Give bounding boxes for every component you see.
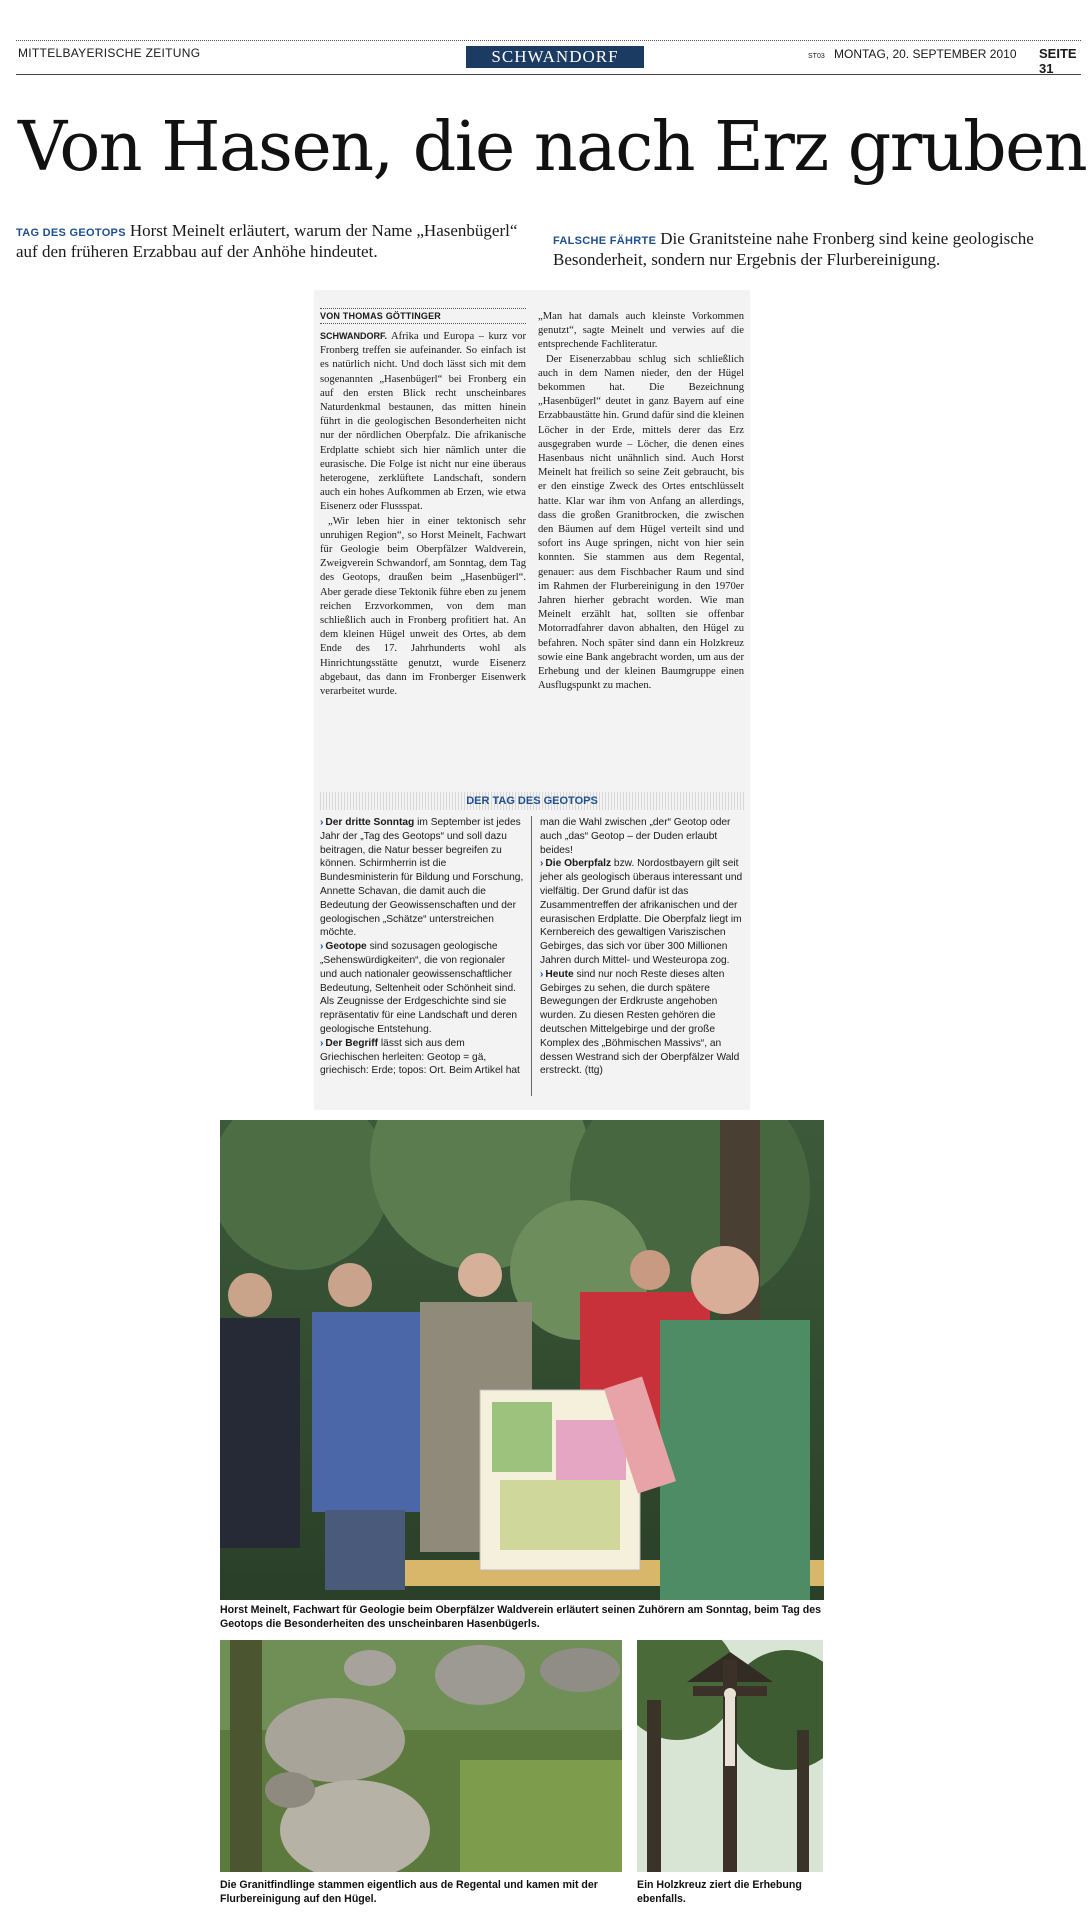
article-paragraph: „Man hat damals auch kleinste Vorkommen genutzt“, sagte Meinelt und verwies auf die entsprechende Fachliteratur. (538, 311, 744, 351)
info-item-text: im September ist jedes Jahr der „Tag des Geotops“ und soll dazu beitragen, die Natur besser begreifen zu können. Schirmherrin ist die Bundesministerin für Bildung und Forschung, Annette Schavan, die damit auch die Bedeutung der Geowissenschaften und der geologischen „Schätze“ unterstreichen möchte. (320, 817, 524, 939)
headline: Von Hasen, die nach Erz gruben (18, 108, 1087, 187)
article-column-2 (538, 310, 744, 693)
info-item-text: sind nur noch Reste dieses alten Gebirges zu sehen, die durch spätere Bewegungen der Erdkruste angehoben wurden. Zu diesen Resten gehören die deutschen Mittelgebirge und der große Komplex des „Böhmischen Massivs“, an dessen Westrand sich der Oberpfälzer Wald erstreckt. (ttg) (540, 968, 740, 1077)
paragraph-text: Afrika und Europa – kurz vor Fronberg treffen sie aufeinander. So einfach ist es natürlich nicht. Und doch lässt sich mit dem sogenannten „Hasenbügerl“ bei Fronberg ein auf den ersten Blick recht unscheinbares Naturdenkmal bestaunen, das mitten hinein führt in die geologischen Besonderheiten nicht nur der nördlichen Oberpfalz. Die afrikanische Erdplatte schiebt sich hier nämlich unter die eurasische. Die Folge ist nicht nur eine überaus heterogene, zerklüftete Landschaft, sondern auch ein hohes Aufkommen ab Erzen, wie etwa Eisenerz oder Flussspat. (320, 331, 526, 513)
photo-group-with-map (220, 1120, 824, 1600)
arrow-right-icon: › (320, 1037, 324, 1049)
article-paragraph: „Wir leben hier in einer tektonisch sehr unruhigen Region“, so Horst Meinelt, Fachwart für Geologie beim Oberpfälzer Waldverein, Zweigverein Schwandorf, am Sonntag, dem Tag des Geotops, draußen beim „Hasenbügerl“. Aber gerade diese Tektonik führe eben zu jenem reichen Erzvorkommen, von dem man schließlich auch in Fronberg profitiert hat. An dem kleinen Hügel unweit des Ortes, ab dem Ende des 17. Jahrhunderts wohl als Hinrichtungsstätte genutzt, wurde Eisenerz abgebaut, das dann im Fronberger Eisenwerk verarbeitet wurde. (320, 515, 526, 698)
article-body (314, 290, 750, 1110)
info-column-2 (540, 816, 744, 1078)
deck-right-text: Die Granitsteine nahe Fronberg sind keine geologische Besonderheit, sondern nur Ergebnis der Flurbereinigung. (553, 229, 1034, 269)
article-paragraph (320, 330, 526, 515)
masthead-rule-bottom (16, 74, 1081, 75)
photo-granite-stones (220, 1640, 622, 1872)
info-box (320, 792, 744, 1104)
photo-caption-main: Horst Meinelt, Fachwart für Geologie beim Oberpfälzer Waldverein erläutert seinen Zuhörern am Sonntag, beim Tag des Geotops die Besonderheiten des unscheinbaren Hasenbügerls. (220, 1604, 822, 1630)
info-item-lead: Die Oberpfalz (545, 858, 612, 870)
article-column-1 (320, 330, 526, 699)
newspaper-name: MITTELBAYERISCHE ZEITUNG (18, 46, 201, 60)
deck-left (16, 220, 526, 262)
info-column-1 (320, 816, 524, 1078)
deck-right (553, 228, 1083, 270)
page-number: SEITE 31 (1039, 46, 1077, 76)
info-item (320, 816, 524, 940)
arrow-right-icon: › (540, 968, 544, 980)
issue-code: ST03 (808, 53, 825, 60)
photo-caption-cross: Ein Holzkreuz ziert die Erhebung ebenfalls. (637, 1879, 802, 1905)
arrow-right-icon: › (320, 941, 324, 953)
arrow-right-icon: › (320, 817, 324, 828)
masthead-rule-top (16, 40, 1081, 41)
photo-caption-stones: Die Granitfindlinge stammen eigentlich aus de Regental und kamen mit der Flurbereinigung auf den Hügel. (220, 1879, 598, 1905)
photo-wooden-cross (637, 1640, 823, 1872)
info-column-divider (531, 816, 532, 1096)
info-item (540, 857, 744, 967)
info-item-lead: Der Begriff (325, 1037, 379, 1049)
deck-right-kicker: FALSCHE FÄHRTE (553, 235, 657, 247)
arrow-right-icon: › (540, 858, 544, 870)
section-tag: SCHWANDORF (466, 46, 644, 68)
deck-left-text: Horst Meinelt erläutert, warum der Name „Hasenbügerl“ auf den früheren Erzabbau auf der Anhöhe hindeutet. (16, 221, 518, 261)
article-paragraph: Der Eisenerzabbau schlug sich schließlich auch in dem Namen nieder, den der Hügel bekommen hat. Die Bezeichnung „Hasenbügerl“ deutet in ganz Bayern auf eine Erzabbaustätte hin. Grund dafür sind die kleinen Löcher in der Erde, mittels derer das Erz ausgegraben wurde – Löcher, die denen eines Hasenbaus nicht unähnlich sind. Auch Horst Meinelt hat freilich so seine Zeit gebraucht, bis er den einstige Zweck des Ortes entschlüsselt hatte. Klar war ihm von Anfang an allerdings, dass die großen Granitbrocken, die zwischen den Bäumen auf dem Hügel verteilt sind und sofort ins Auge springen, nicht von hier sein konnten. Sie stammen aus dem Regental, genauer: aus dem Fischbacher Raum und sind im Rahmen der Flurbereinigung in den 1970er Jahren hierher gebracht worden. Wie man Meinelt erzählt hat, sollten sie offenbar Motorradfahrer davon abhalten, den Hügel zu befahren. Noch später sind dann ein Holzkreuz sowie eine Bank angebracht worden, um aus der Erhebung und der kleinen Baumgruppe einen Ausflugspunkt zu machen. (538, 353, 744, 692)
info-item (320, 1037, 524, 1078)
issue-date: MONTAG, 20. SEPTEMBER 2010 (834, 47, 1017, 61)
info-item-lead: Heute (545, 968, 574, 980)
info-item (320, 940, 524, 1037)
info-item-text: sind sozusagen geologische „Sehenswürdigkeiten“, die von regionaler und auch nationaler geowissenschaftlicher Bedeutung, Seltenheit oder Schönheit sind. Als Zeugnisse der Erdgeschichte sind sie repräsentativ für eine Landschaft und deren geologische Entstehung. (320, 941, 518, 1035)
masthead (16, 40, 1081, 76)
info-item (540, 816, 744, 857)
byline: VON THOMAS GÖTTINGER (320, 308, 526, 324)
info-item-lead: Geotope (325, 941, 367, 953)
info-item-text: man die Wahl zwischen „der“ Geotop oder auch „das“ Geotop – der Duden erlaubt beides! (540, 817, 731, 856)
info-item-text: lässt sich aus dem Griechischen herleiten: Geotop = gä, griechisch: Erde; topos: Ort. Beim Artikel hat (320, 1037, 520, 1077)
deck-left-kicker: TAG DES GEOTOPS (16, 227, 126, 239)
info-item-lead: Der dritte Sonntag (325, 817, 415, 828)
info-item-text: bzw. Nordostbayern gilt seit jeher als geologisch überaus interessant und vielfältig. Der Grund dafür ist das Zusammentreffen der afrikanischen und der eurasischen Erdplatte. Die Oberpfalz liegt im Kernbereich des gewaltigen Variszischen Gebirges, das sich vor über 300 Millionen Jahren durch Mittel- und Westeuropa zog. (540, 858, 743, 966)
dateline: SCHWANDORF. (320, 331, 387, 341)
info-item (540, 968, 744, 1078)
info-box-title: DER TAG DES GEOTOPS (320, 792, 744, 810)
